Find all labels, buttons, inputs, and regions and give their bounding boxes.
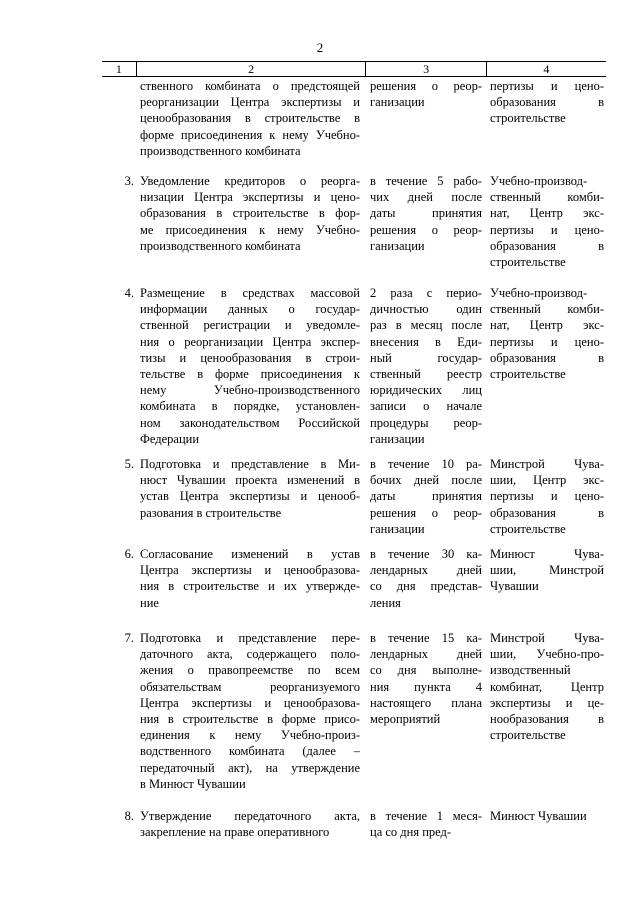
cell-responsible [486,630,606,792]
text-line: лендарных дней [370,563,482,578]
row-number: 5. [124,457,134,471]
cell-activity [136,456,366,537]
text-line: в течение 15 ка- [370,631,482,645]
table-row [102,630,606,792]
text-line: экспертизы и це- [490,695,604,710]
text-line: Учебно-производ- [490,286,588,300]
text-line: образования в [490,505,604,520]
text-line: решения о реор- [370,222,482,237]
text-line: даточного акта, содержащего поло- [140,647,360,662]
text-line: ления [370,595,401,610]
text-line: ственный комби- [490,190,604,205]
table-header [102,61,606,77]
text-line: низации Центра экспертизы и цено- [140,190,360,205]
cell-responsible [486,456,606,537]
text-line: информации данных о государ- [140,302,360,317]
table-row [102,546,606,611]
text-line: ганизации [370,95,425,110]
text-line: ный государ- [370,350,482,365]
row-number: 6. [124,547,134,561]
cell-responsible [486,546,606,611]
text-line: пертизы и цено- [490,222,604,237]
table-row [102,456,606,537]
header-col-1: 1 [102,62,137,76]
text-line: реорганизации Центра экспертизы и [140,95,360,110]
text-line: строительстве [490,521,566,536]
text-line: настоящего плана [370,695,482,710]
text-line: устав Центра экспертизы и ценооб- [140,489,360,504]
row-number: 7. [124,631,134,645]
text-line: даты принятия [370,206,482,221]
text-line: Минюст Чувашии [490,809,587,823]
text-line: Минстрой Чува- [490,457,604,471]
text-line: жения о правопреемстве по всем [140,663,360,678]
text-line: ственной регистрации и уведомле- [140,318,360,333]
text-line: ценообразования в строительстве в [140,111,360,126]
header-col-4: 4 [543,62,550,76]
text-line: 2 раза с перио- [370,286,482,300]
table-row [102,78,606,159]
text-line: единения к нему Учебно-произ- [140,728,360,743]
text-line: форме присоединения к нему Учебно- [140,127,360,142]
text-line: в течение 10 ра- [370,457,482,471]
cell-deadline [366,285,486,447]
text-line: решения о реор- [370,505,482,520]
text-line: Федерации [140,431,200,446]
text-line: тизы и ценообразования в строи- [140,350,360,365]
cell-activity [136,630,366,792]
text-line: изводственный [490,663,571,678]
page-number: 2 [316,40,324,55]
text-line: пертизы и цено- [490,334,604,349]
cell-responsible [486,285,606,447]
text-line: со дня представ- [370,579,482,594]
text-line: со дня выполне- [370,663,482,678]
text-line: шии, Минстрой [490,563,604,578]
cell-activity [136,78,366,159]
text-line: лендарных дней [370,647,482,662]
text-line: ния пункта 4 [370,679,482,694]
table-row [102,173,606,270]
text-line: в Минюст Чувашии [140,776,246,791]
text-line: Утверждение передаточного акта, [140,809,360,823]
text-line: Учебно-производ- [490,174,588,188]
text-line: процедуры реор- [370,415,482,430]
text-line: Минстрой Чува- [490,631,604,645]
text-line: юридических лиц [370,383,482,398]
text-line: шии, Центр экс- [490,473,604,488]
text-line: даты принятия [370,489,482,504]
cell-deadline [366,546,486,611]
text-line: передаточный акт), на утверждение [140,760,360,775]
text-line: тельстве в форме присоединения к [140,367,360,382]
text-line: образования в строительстве в фор- [140,206,360,221]
text-line: Размещение в средствах массовой [140,286,360,300]
header-col-3: 3 [366,62,486,76]
cell-responsible [486,808,606,840]
text-line: ном законодательством Российской [140,415,360,430]
text-line: образования в [490,238,604,253]
text-line: Центра экспертизы и ценообразова- [140,695,360,710]
text-line: раз в месяц после [370,318,482,333]
text-line: Минюст Чува- [490,547,604,561]
text-line: шии, Учебно-про- [490,647,604,662]
text-line: строительстве [490,367,566,382]
text-line: комбинат, Центр [490,679,604,694]
text-line: нообразования в [490,712,604,727]
cell-activity [136,285,366,447]
cell-deadline [366,630,486,792]
text-line: ме присоединения к нему Учебно- [140,222,360,237]
cell-deadline [366,78,486,159]
text-line: внесения в Еди- [370,334,482,349]
text-line: решения о реор- [370,79,482,93]
text-line: мероприятий [370,712,441,727]
text-line: комбината в порядке, установлен- [140,399,360,414]
text-line: ственного комбината о предстоящей [140,79,360,93]
text-line: бочих дней после [370,473,482,488]
row-number: 8. [124,809,134,823]
text-line: производственного комбината [140,238,301,253]
text-line: обязательствам реорганизуемого [140,679,360,694]
text-line: ственный реестр [370,367,482,382]
cell-responsible [486,173,606,270]
text-line: Центра экспертизы и ценообразова- [140,563,360,578]
text-line: нат, Центр экс- [490,206,604,221]
text-line: ганизации [370,521,425,536]
text-line: ния в строительстве и их утвержде- [140,579,360,594]
text-line: ганизации [370,431,425,446]
text-line: закрепление на праве оперативного [140,825,330,840]
cell-deadline [366,808,486,840]
text-line: образования в [490,95,604,110]
text-line: Подготовка и представление в Ми- [140,457,360,471]
text-line: образования в [490,350,604,365]
text-line: Уведомление кредиторов о реорга- [140,174,360,188]
header-col-2: 2 [137,62,367,76]
text-line: записи о начале [370,399,482,414]
cell-responsible [486,78,606,159]
text-line: в течение 1 меся- [370,809,482,823]
cell-activity [136,173,366,270]
text-line: Согласование изменений в устав [140,547,360,561]
text-line: производственного комбината [140,143,301,158]
cell-activity [136,808,366,840]
row-number: 4. [124,286,134,300]
row-number [102,78,136,159]
text-line: дичностью один [370,302,482,317]
text-line: ца со дня пред- [370,825,452,840]
cell-activity [136,546,366,611]
text-line: строительстве [490,728,566,743]
text-line: чих дней после [370,190,482,205]
text-line: ния о реорганизации Центра экспер- [140,334,360,349]
row-number: 3. [124,174,134,188]
table-row [102,808,606,840]
text-line: нюст Чувашии проекта изменений в [140,473,360,488]
text-line: пертизы и цено- [490,79,604,93]
text-line: Чувашии [490,579,539,594]
cell-deadline [366,456,486,537]
text-line: строительстве [490,255,566,270]
text-line: пертизы и цено- [490,489,604,504]
text-line: разования в строительстве [140,505,282,520]
table-row [102,285,606,447]
text-line: ния в строительстве в форме присо- [140,712,360,727]
text-line: ственный комби- [490,302,604,317]
text-line: водственного комбината (далее – [140,744,360,759]
text-line: Подготовка и представление пере- [140,631,360,645]
text-line: строительстве [490,111,566,126]
text-line: ганизации [370,238,425,253]
text-line: нему Учебно-производственного [140,383,360,398]
text-line: ние [140,595,159,610]
text-line: в течение 5 рабо- [370,174,482,188]
text-line: нат, Центр экс- [490,318,604,333]
text-line: в течение 30 ка- [370,547,482,561]
cell-deadline [366,173,486,270]
